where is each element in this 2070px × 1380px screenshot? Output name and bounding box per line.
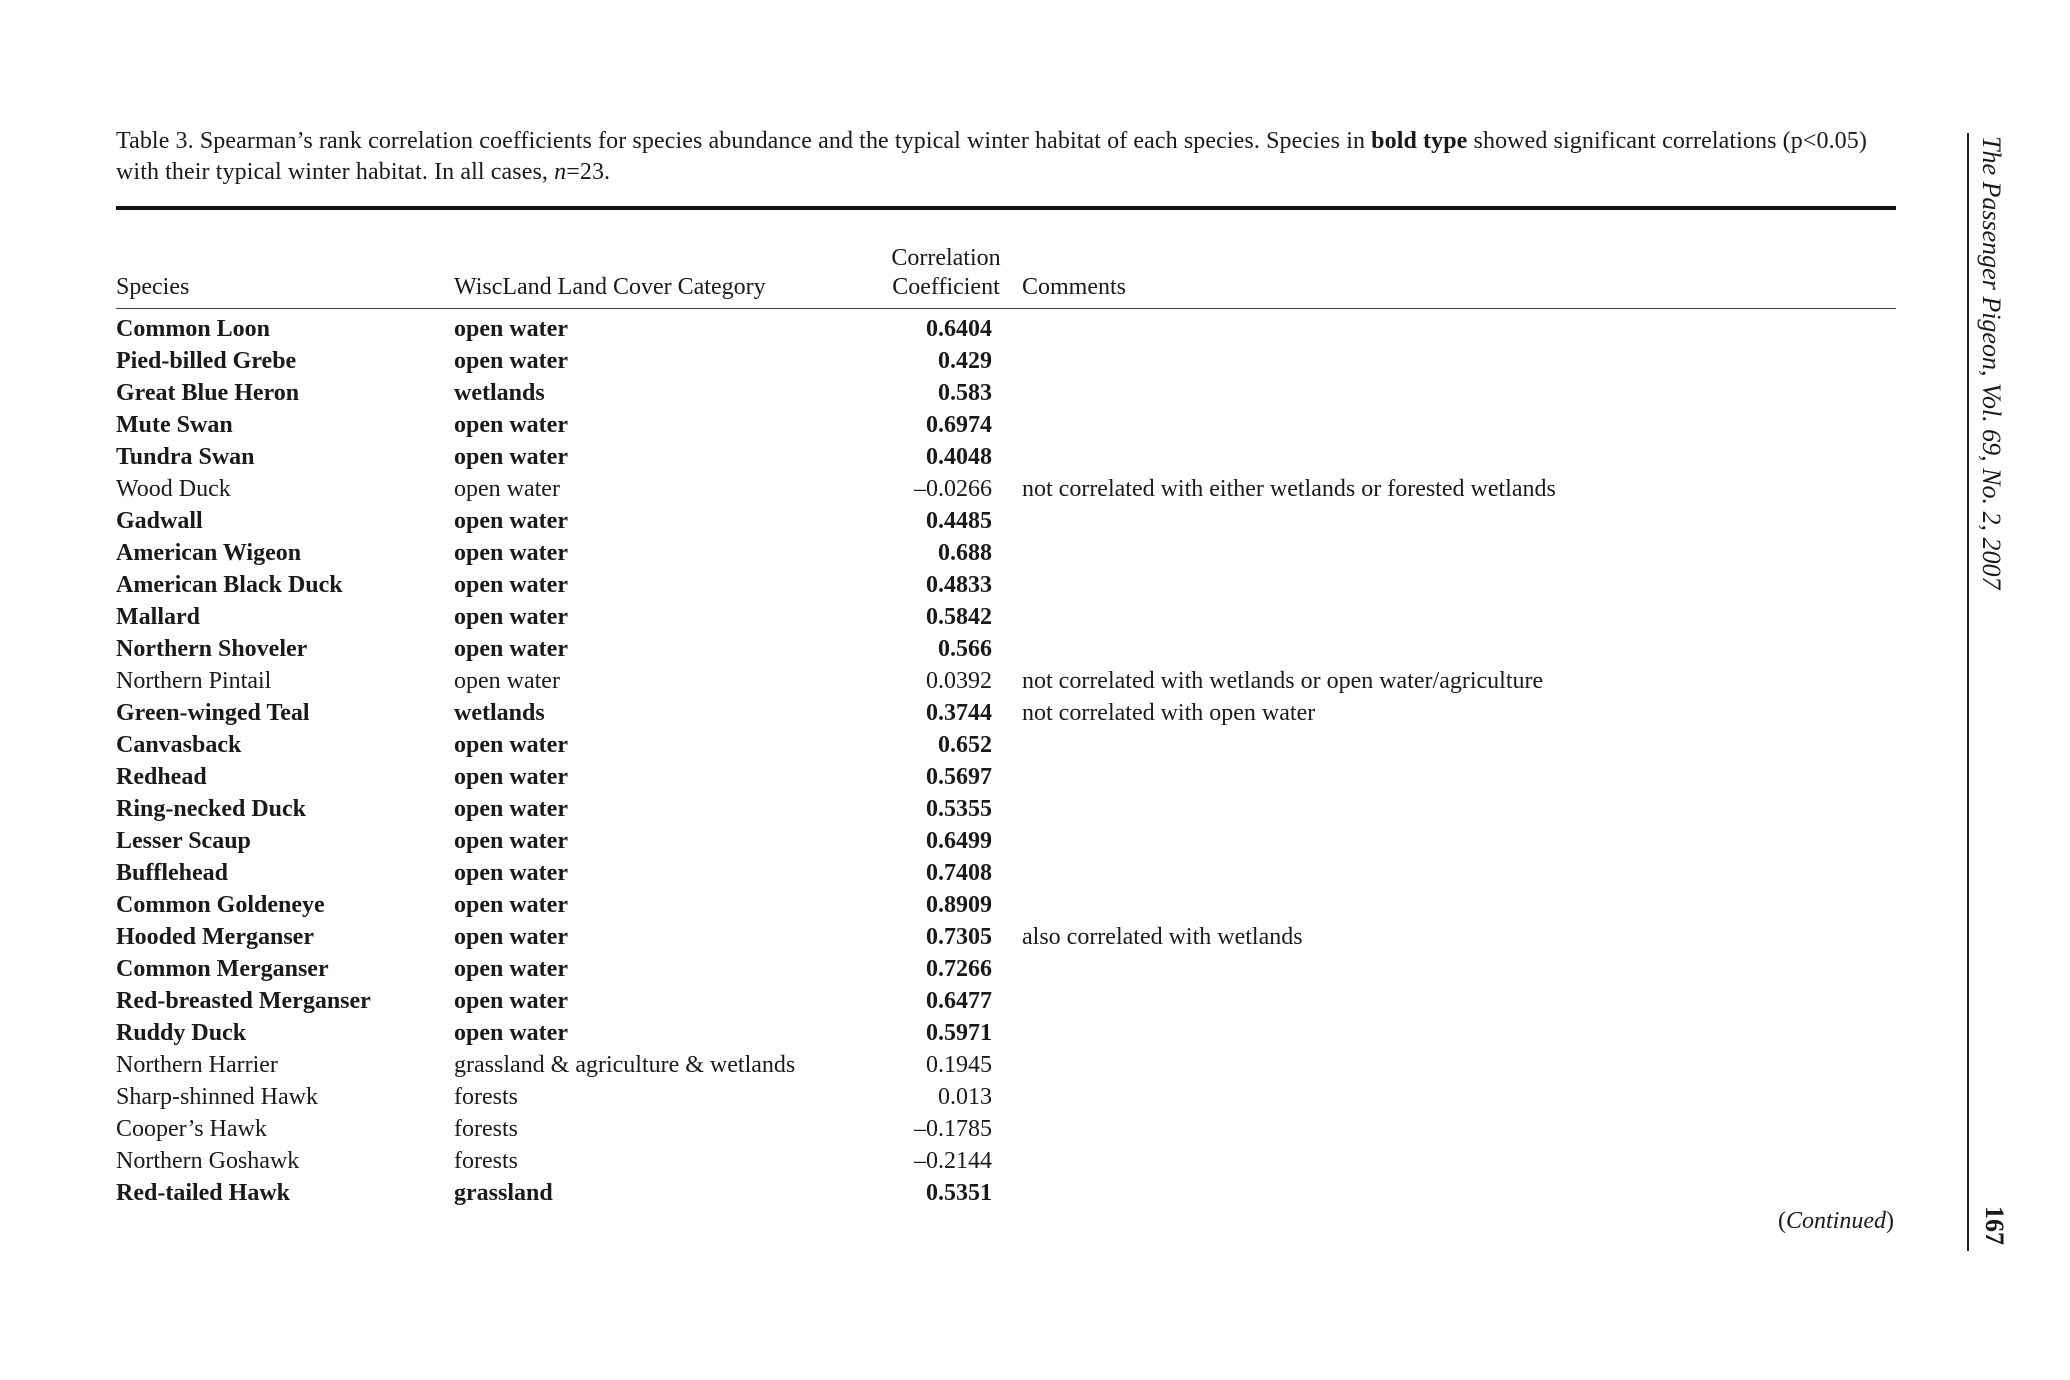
continued-text: Continued [1786, 1208, 1886, 1234]
coefficient-value: –0.2144 [914, 1147, 992, 1174]
habitat-cell: open water [454, 795, 568, 822]
habitat-cell: open water [454, 731, 568, 758]
coefficient-cell [870, 345, 1022, 377]
table-row [116, 697, 1896, 729]
species-cell: Green-winged Teal [116, 699, 310, 726]
species-cell: Northern Shoveler [116, 635, 308, 662]
habitat-cell: open water [454, 827, 568, 854]
table-caption [116, 126, 1896, 188]
species-cell: Common Loon [116, 315, 271, 342]
comment-cell [1022, 505, 1896, 537]
coefficient-cell [870, 1049, 1022, 1081]
table-row [116, 665, 1896, 697]
coefficient-cell [870, 1177, 1022, 1209]
coefficient-cell [870, 537, 1022, 569]
species-cell: American Wigeon [116, 539, 302, 566]
table-row [116, 729, 1896, 761]
species-cell: Common Merganser [116, 955, 329, 982]
comment-cell [1022, 985, 1896, 1017]
caption-n-symbol: n [554, 159, 567, 185]
comment-cell [1022, 1049, 1896, 1081]
habitat-cell: open water [454, 507, 568, 534]
coefficient-cell [870, 633, 1022, 665]
table-row [116, 921, 1896, 953]
coefficient-cell [870, 409, 1022, 441]
habitat-cell: open water [454, 923, 568, 950]
coefficient-value: 0.5842 [926, 603, 992, 630]
comment-cell [1022, 1081, 1896, 1113]
comment-cell [1022, 889, 1896, 921]
coefficient-cell [870, 377, 1022, 409]
comment-cell: not correlated with open water [1022, 699, 1316, 726]
species-cell: Mallard [116, 603, 200, 630]
comment-cell [1022, 825, 1896, 857]
table-row [116, 761, 1896, 793]
table-body [116, 309, 1896, 1210]
species-cell: Ring-necked Duck [116, 795, 307, 822]
correlation-table [116, 244, 1896, 1209]
coefficient-value: 0.652 [938, 731, 992, 758]
table-row [116, 985, 1896, 1017]
coefficient-value: 0.6404 [926, 315, 992, 342]
coefficient-cell [870, 953, 1022, 985]
table-row [116, 309, 1896, 346]
coefficient-cell [870, 761, 1022, 793]
continued-open-paren: ( [1778, 1208, 1786, 1234]
page-number: 167 [1980, 1206, 2009, 1245]
habitat-cell: open water [454, 571, 568, 598]
species-cell: Canvasback [116, 731, 242, 758]
species-cell: Lesser Scaup [116, 827, 251, 854]
habitat-cell: open water [454, 443, 568, 470]
table-row [116, 441, 1896, 473]
coefficient-cell [870, 793, 1022, 825]
habitat-cell: open water [454, 859, 568, 886]
coefficient-value: 0.5697 [926, 763, 992, 790]
comment-cell [1022, 857, 1896, 889]
coefficient-value: 0.013 [938, 1083, 992, 1110]
coefficient-value: 0.3744 [926, 699, 992, 726]
species-cell: Northern Pintail [116, 667, 272, 694]
comment-cell [1022, 309, 1896, 346]
comment-cell [1022, 441, 1896, 473]
habitat-cell: wetlands [454, 699, 545, 726]
habitat-cell: open water [454, 635, 568, 662]
table-header-row [116, 244, 1896, 309]
habitat-cell: open water [454, 347, 568, 374]
habitat-cell: forests [454, 1147, 518, 1174]
header-coefficient [870, 244, 1022, 309]
comment-cell [1022, 601, 1896, 633]
species-cell: Hooded Merganser [116, 923, 314, 950]
header-comments: Comments [1022, 244, 1896, 309]
species-cell: Northern Harrier [116, 1051, 278, 1078]
coefficient-value: 0.8909 [926, 891, 992, 918]
comment-cell: also correlated with wetlands [1022, 923, 1303, 950]
comment-cell [1022, 1145, 1896, 1177]
habitat-cell: open water [454, 539, 568, 566]
table-row [116, 1145, 1896, 1177]
coefficient-value: –0.0266 [914, 475, 992, 502]
comment-cell [1022, 537, 1896, 569]
comment-cell: not correlated with either wetlands or forested wetlands [1022, 475, 1556, 502]
table-row [116, 377, 1896, 409]
comment-cell [1022, 793, 1896, 825]
coefficient-cell [870, 729, 1022, 761]
coefficient-cell [870, 921, 1022, 953]
coefficient-value: 0.583 [938, 379, 992, 406]
habitat-cell: open water [454, 763, 568, 790]
coefficient-cell [870, 985, 1022, 1017]
coefficient-value: 0.5971 [926, 1019, 992, 1046]
coefficient-cell [870, 473, 1022, 505]
habitat-cell: open water [454, 315, 568, 342]
coefficient-value: 0.7305 [926, 923, 992, 950]
continued-close-paren: ) [1886, 1208, 1894, 1234]
coefficient-value: 0.6477 [926, 987, 992, 1014]
species-cell: American Black Duck [116, 571, 343, 598]
species-cell: Red-tailed Hawk [116, 1179, 290, 1206]
comment-cell [1022, 953, 1896, 985]
coefficient-cell [870, 889, 1022, 921]
species-cell: Great Blue Heron [116, 379, 300, 406]
coefficient-cell [870, 1113, 1022, 1145]
coefficient-value: 0.4833 [926, 571, 992, 598]
table-row [116, 569, 1896, 601]
comment-cell [1022, 569, 1896, 601]
comment-cell [1022, 1113, 1896, 1145]
comment-cell [1022, 1177, 1896, 1209]
header-habitat: WiscLand Land Cover Category [454, 244, 870, 309]
table-row [116, 345, 1896, 377]
species-cell: Common Goldeneye [116, 891, 325, 918]
table-row [116, 953, 1896, 985]
coefficient-value: 0.1945 [926, 1051, 992, 1078]
species-cell: Red-breasted Merganser [116, 987, 371, 1014]
habitat-cell: open water [454, 667, 560, 694]
habitat-cell: open water [454, 891, 568, 918]
caption-text-1: Table 3. Spearman’s rank correlation coefficients for species abundance and the typical winter habitat of each species. Species in [116, 128, 1372, 154]
coefficient-cell [870, 309, 1022, 346]
habitat-cell: open water [454, 987, 568, 1014]
habitat-cell: open water [454, 603, 568, 630]
coefficient-value: 0.7408 [926, 859, 992, 886]
coefficient-value: 0.566 [938, 635, 992, 662]
coefficient-value: 0.0392 [926, 667, 992, 694]
comment-cell [1022, 729, 1896, 761]
comment-cell [1022, 1017, 1896, 1049]
table-row [116, 505, 1896, 537]
coefficient-cell [870, 1017, 1022, 1049]
coefficient-value: 0.429 [938, 347, 992, 374]
habitat-cell: open water [454, 475, 560, 502]
species-cell: Pied-billed Grebe [116, 347, 297, 374]
habitat-cell: forests [454, 1115, 518, 1142]
comment-cell [1022, 377, 1896, 409]
table-row [116, 825, 1896, 857]
habitat-cell: wetlands [454, 379, 545, 406]
coefficient-cell [870, 505, 1022, 537]
species-cell: Ruddy Duck [116, 1019, 247, 1046]
coefficient-cell [870, 601, 1022, 633]
coefficient-cell [870, 569, 1022, 601]
continued-note [1680, 1208, 1894, 1235]
coefficient-cell [870, 825, 1022, 857]
habitat-cell: forests [454, 1083, 518, 1110]
table-row [116, 601, 1896, 633]
coefficient-value: 0.6499 [926, 827, 992, 854]
habitat-cell: grassland & agriculture & wetlands [454, 1051, 796, 1078]
species-cell: Sharp-shinned Hawk [116, 1083, 318, 1110]
caption-text-3: =23. [566, 159, 611, 185]
coefficient-value: 0.5355 [926, 795, 992, 822]
coefficient-cell [870, 697, 1022, 729]
table-row [116, 1081, 1896, 1113]
species-cell: Redhead [116, 763, 207, 790]
running-header: The Passenger Pigeon, Vol. 69, No. 2, 2007 [1977, 136, 2006, 590]
coefficient-value: 0.688 [938, 539, 992, 566]
coefficient-cell [870, 857, 1022, 889]
header-species: Species [116, 244, 454, 309]
species-cell: Tundra Swan [116, 443, 255, 470]
caption-divider [116, 206, 1896, 210]
coefficient-cell [870, 1081, 1022, 1113]
coefficient-value: 0.4048 [926, 443, 992, 470]
coefficient-value: 0.4485 [926, 507, 992, 534]
table-row [116, 537, 1896, 569]
species-cell: Northern Goshawk [116, 1147, 300, 1174]
header-coefficient-line2: Coefficient [892, 274, 1000, 300]
comment-cell: not correlated with wetlands or open water/agriculture [1022, 667, 1544, 694]
margin-divider [1967, 133, 1969, 1251]
table-row [116, 473, 1896, 505]
coefficient-value: 0.7266 [926, 955, 992, 982]
caption-bold-text: bold type [1371, 128, 1468, 154]
coefficient-cell [870, 441, 1022, 473]
table-row [116, 857, 1896, 889]
table-row [116, 1049, 1896, 1081]
table-row [116, 793, 1896, 825]
table-row [116, 889, 1896, 921]
species-cell: Gadwall [116, 507, 203, 534]
caption-text-2: showed significant correlations (p<0.05) with their typical winter habitat. In all cases, [116, 128, 1867, 185]
table-row [116, 1113, 1896, 1145]
coefficient-value: 0.5351 [926, 1179, 992, 1206]
habitat-cell: open water [454, 955, 568, 982]
comment-cell [1022, 409, 1896, 441]
species-cell: Bufflehead [116, 859, 229, 886]
coefficient-cell [870, 665, 1022, 697]
habitat-cell: grassland [454, 1179, 553, 1206]
habitat-cell: open water [454, 411, 568, 438]
species-cell: Mute Swan [116, 411, 233, 438]
coefficient-value: –0.1785 [914, 1115, 992, 1142]
table-row [116, 633, 1896, 665]
species-cell: Wood Duck [116, 475, 231, 502]
header-coefficient-line1: Correlation [891, 245, 1001, 271]
species-cell: Cooper’s Hawk [116, 1115, 267, 1142]
table-row [116, 1177, 1896, 1209]
habitat-cell: open water [454, 1019, 568, 1046]
comment-cell [1022, 345, 1896, 377]
coefficient-cell [870, 1145, 1022, 1177]
coefficient-value: 0.6974 [926, 411, 992, 438]
comment-cell [1022, 761, 1896, 793]
comment-cell [1022, 633, 1896, 665]
table-row [116, 409, 1896, 441]
table-row [116, 1017, 1896, 1049]
